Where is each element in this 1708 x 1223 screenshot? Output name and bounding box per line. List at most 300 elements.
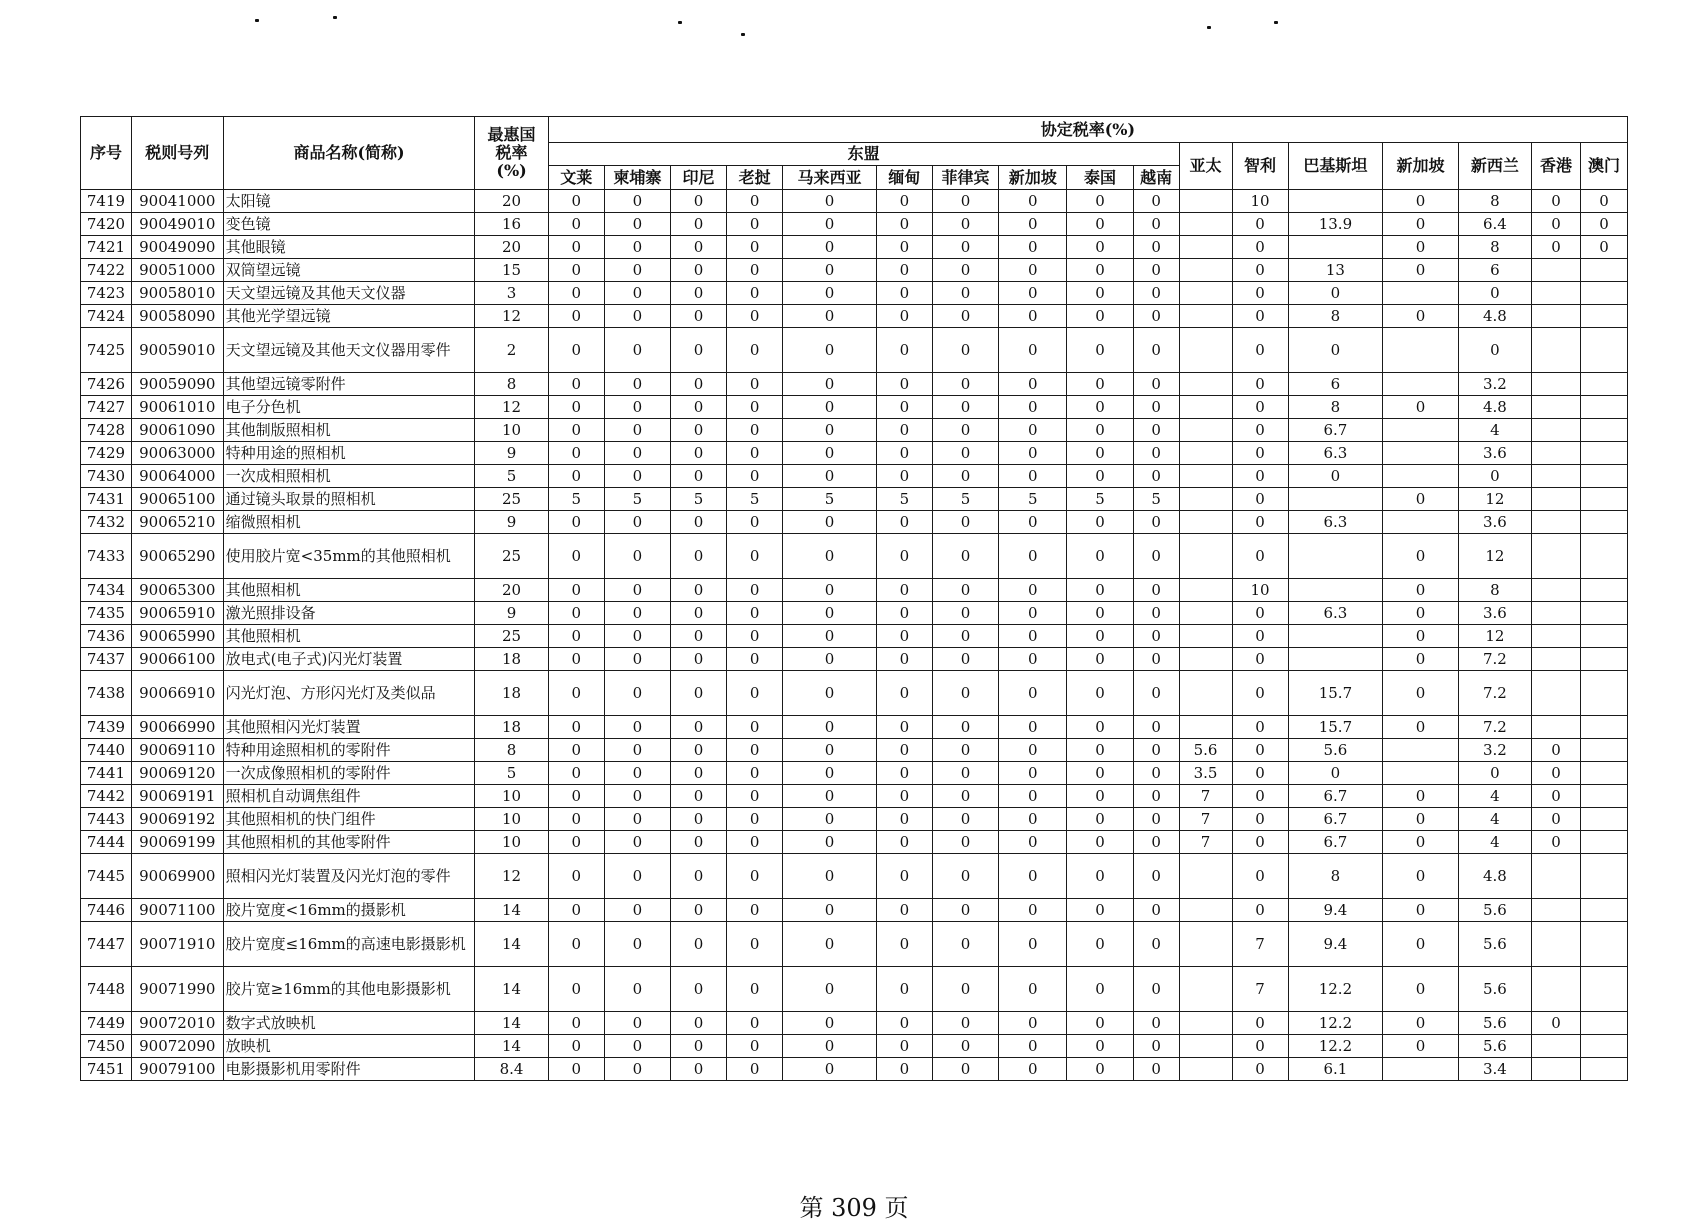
cell-seq: 7443 [81,808,132,831]
cell-rate: 0 [1383,1012,1458,1035]
cell-rate: 0 [548,1058,604,1081]
cell-rate: 0 [671,1012,727,1035]
cell-rate: 0 [1133,419,1179,442]
cell-rate: 5.6 [1458,899,1531,922]
cell-product-name: 电子分色机 [223,396,475,419]
cell-rate: 0 [548,762,604,785]
cell-rate: 5 [727,488,783,511]
cell-rate: 5 [604,488,670,511]
cell-rate: 0 [1458,328,1531,373]
cell-rate: 0 [727,465,783,488]
table-row [81,442,1628,465]
cell-rate: 0 [671,259,727,282]
cell-mfn-rate: 5 [475,762,548,785]
cell-product-name: 胶片宽≥16mm的其他电影摄影机 [223,967,475,1012]
cell-rate: 5.6 [1458,1012,1531,1035]
cell-rate: 0 [876,419,932,442]
cell-mfn-rate: 14 [475,1035,548,1058]
cell-rate [1179,373,1232,396]
cell-rate: 0 [999,625,1067,648]
header-asean-myanmar: 缅甸 [876,166,932,190]
scan-speck [1207,26,1211,29]
cell-seq: 7447 [81,922,132,967]
cell-rate: 0 [1232,511,1288,534]
cell-rate: 0 [604,1058,670,1081]
table-row [81,373,1628,396]
cell-rate: 6.3 [1288,442,1383,465]
cell-rate: 0 [1532,1012,1581,1035]
cell-rate: 0 [932,648,998,671]
cell-rate: 0 [932,739,998,762]
cell-rate: 0 [604,808,670,831]
cell-rate: 0 [1133,785,1179,808]
table-row [81,282,1628,305]
cell-rate: 0 [783,762,877,785]
table-row [81,259,1628,282]
cell-rate: 0 [671,579,727,602]
cell-rate: 0 [932,419,998,442]
cell-product-name: 闪光灯泡、方形闪光灯及类似品 [223,671,475,716]
cell-rate: 5.6 [1288,739,1383,762]
cell-rate: 6.7 [1288,831,1383,854]
cell-rate: 0 [1383,190,1458,213]
header-asean-laos: 老挝 [727,166,783,190]
cell-rate: 0 [783,1035,877,1058]
cell-rate: 0 [548,922,604,967]
cell-seq: 7420 [81,213,132,236]
cell-rate: 0 [604,967,670,1012]
cell-rate: 0 [1288,328,1383,373]
cell-rate: 0 [876,213,932,236]
cell-rate: 0 [727,328,783,373]
cell-rate: 5.6 [1458,967,1531,1012]
cell-rate [1532,259,1581,282]
cell-rate: 0 [876,579,932,602]
cell-rate: 0 [548,739,604,762]
cell-rate: 0 [1383,967,1458,1012]
cell-rate: 0 [1383,579,1458,602]
cell-rate: 0 [1133,465,1179,488]
header-hong-kong: 香港 [1532,143,1581,190]
cell-seq: 7425 [81,328,132,373]
cell-rate: 13 [1288,259,1383,282]
cell-rate: 0 [1133,762,1179,785]
cell-rate: 5 [671,488,727,511]
cell-rate: 0 [548,465,604,488]
cell-rate: 6 [1288,373,1383,396]
cell-rate: 0 [1133,282,1179,305]
cell-rate: 0 [604,511,670,534]
header-asean-singapore: 新加坡 [999,166,1067,190]
cell-rate: 4.8 [1458,305,1531,328]
cell-tariff-code: 90079100 [131,1058,223,1081]
cell-rate: 7 [1179,808,1232,831]
cell-product-name: 天文望远镜及其他天文仪器 [223,282,475,305]
cell-mfn-rate: 15 [475,259,548,282]
cell-mfn-rate: 3 [475,282,548,305]
table-row [81,967,1628,1012]
cell-rate: 15.7 [1288,671,1383,716]
cell-rate [1288,648,1383,671]
cell-rate [1581,899,1628,922]
cell-product-name: 其他光学望远镜 [223,305,475,328]
cell-rate: 5 [548,488,604,511]
cell-rate [1581,922,1628,967]
cell-rate: 0 [671,602,727,625]
cell-rate: 0 [783,808,877,831]
cell-rate: 12.2 [1288,1012,1383,1035]
cell-mfn-rate: 12 [475,854,548,899]
cell-tariff-code: 90061090 [131,419,223,442]
cell-product-name: 其他照相机 [223,579,475,602]
table-row [81,305,1628,328]
cell-rate [1532,671,1581,716]
cell-rate: 0 [999,282,1067,305]
cell-seq: 7428 [81,419,132,442]
cell-seq: 7421 [81,236,132,259]
cell-rate [1179,854,1232,899]
cell-product-name: 其他照相闪光灯装置 [223,716,475,739]
cell-rate: 4 [1458,785,1531,808]
table-row [81,739,1628,762]
cell-rate: 0 [727,739,783,762]
cell-rate [1179,1035,1232,1058]
cell-rate: 0 [604,579,670,602]
cell-rate: 0 [876,259,932,282]
cell-tariff-code: 90069191 [131,785,223,808]
cell-rate [1581,967,1628,1012]
cell-rate: 0 [999,785,1067,808]
cell-rate [1179,190,1232,213]
cell-rate: 0 [1458,282,1531,305]
cell-rate: 0 [727,213,783,236]
cell-rate: 0 [604,922,670,967]
cell-rate [1581,259,1628,282]
cell-rate [1383,419,1458,442]
cell-product-name: 胶片宽度<16mm的摄影机 [223,899,475,922]
cell-rate [1383,1058,1458,1081]
cell-rate: 0 [999,236,1067,259]
cell-rate: 0 [1232,465,1288,488]
cell-mfn-rate: 10 [475,831,548,854]
cell-rate [1532,922,1581,967]
cell-tariff-code: 90065290 [131,534,223,579]
header-singapore: 新加坡 [1383,143,1458,190]
cell-rate: 12 [1458,488,1531,511]
cell-rate: 0 [1067,808,1133,831]
table-row [81,602,1628,625]
cell-rate: 0 [999,1058,1067,1081]
cell-rate [1383,511,1458,534]
header-tariff-code: 税则号列 [131,117,223,190]
cell-seq: 7430 [81,465,132,488]
cell-rate: 3.6 [1458,511,1531,534]
cell-rate: 0 [671,190,727,213]
tariff-table [80,116,1628,1081]
cell-rate: 0 [604,305,670,328]
cell-tariff-code: 90066100 [131,648,223,671]
cell-rate: 0 [932,922,998,967]
cell-rate: 0 [876,190,932,213]
cell-rate: 0 [1067,648,1133,671]
cell-rate: 0 [1133,602,1179,625]
cell-rate [1532,1058,1581,1081]
cell-rate: 0 [1067,1035,1133,1058]
cell-rate: 0 [671,648,727,671]
cell-rate: 0 [1288,282,1383,305]
cell-rate: 0 [727,396,783,419]
cell-rate: 0 [671,967,727,1012]
cell-rate [1179,648,1232,671]
cell-rate: 0 [727,808,783,831]
cell-rate: 0 [1067,716,1133,739]
cell-rate: 0 [1067,785,1133,808]
cell-tariff-code: 90059090 [131,373,223,396]
cell-rate: 0 [1532,739,1581,762]
cell-rate: 0 [876,762,932,785]
cell-mfn-rate: 20 [475,236,548,259]
cell-rate: 0 [1133,190,1179,213]
cell-rate: 0 [1383,716,1458,739]
cell-rate: 0 [876,785,932,808]
cell-rate [1179,213,1232,236]
cell-rate: 0 [1133,967,1179,1012]
cell-rate: 0 [1133,716,1179,739]
cell-rate: 0 [1232,236,1288,259]
cell-rate: 0 [727,762,783,785]
table-row [81,762,1628,785]
cell-rate [1581,465,1628,488]
cell-rate: 0 [1232,648,1288,671]
cell-rate: 0 [604,534,670,579]
table-row [81,488,1628,511]
cell-rate: 0 [1232,671,1288,716]
cell-rate: 0 [604,419,670,442]
cell-rate: 0 [1581,236,1628,259]
header-new-zealand: 新西兰 [1458,143,1531,190]
cell-rate: 0 [932,328,998,373]
cell-rate: 0 [671,511,727,534]
cell-rate: 0 [1133,579,1179,602]
cell-rate: 0 [671,1035,727,1058]
table-row [81,671,1628,716]
cell-rate: 0 [1133,625,1179,648]
table-row [81,465,1628,488]
cell-rate: 0 [548,442,604,465]
cell-rate: 0 [783,854,877,899]
cell-rate: 0 [999,716,1067,739]
cell-rate: 0 [1067,922,1133,967]
cell-product-name: 其他照相机的其他零附件 [223,831,475,854]
cell-rate: 0 [1532,785,1581,808]
cell-rate: 0 [1133,648,1179,671]
cell-tariff-code: 90049010 [131,213,223,236]
cell-rate: 0 [1133,373,1179,396]
cell-rate: 0 [671,465,727,488]
cell-rate: 0 [932,785,998,808]
cell-rate: 0 [783,190,877,213]
cell-rate: 13.9 [1288,213,1383,236]
cell-rate: 0 [1133,739,1179,762]
cell-tariff-code: 90066910 [131,671,223,716]
cell-mfn-rate: 20 [475,579,548,602]
cell-rate: 0 [548,259,604,282]
scan-speck [255,19,259,22]
cell-rate: 0 [604,190,670,213]
cell-rate: 0 [932,854,998,899]
cell-mfn-rate: 14 [475,922,548,967]
cell-rate: 5.6 [1458,1035,1531,1058]
cell-rate: 0 [548,328,604,373]
header-asean-indonesia: 印尼 [671,166,727,190]
cell-product-name: 一次成相照相机 [223,465,475,488]
cell-rate: 0 [932,373,998,396]
cell-rate: 12.2 [1288,1035,1383,1058]
cell-product-name: 双筒望远镜 [223,259,475,282]
cell-seq: 7439 [81,716,132,739]
cell-rate: 0 [604,328,670,373]
cell-seq: 7422 [81,259,132,282]
cell-rate [1532,465,1581,488]
cell-mfn-rate: 16 [475,213,548,236]
cell-rate: 8 [1288,305,1383,328]
cell-seq: 7424 [81,305,132,328]
cell-rate: 0 [999,579,1067,602]
cell-rate: 0 [1232,373,1288,396]
cell-rate: 3.5 [1179,762,1232,785]
cell-product-name: 缩微照相机 [223,511,475,534]
cell-rate: 0 [548,899,604,922]
cell-rate: 0 [727,785,783,808]
cell-rate [1179,1058,1232,1081]
cell-rate: 0 [999,967,1067,1012]
cell-rate: 0 [783,511,877,534]
cell-rate: 0 [999,373,1067,396]
cell-tariff-code: 90058010 [131,282,223,305]
cell-rate [1532,305,1581,328]
cell-rate [1179,488,1232,511]
cell-rate: 0 [999,396,1067,419]
cell-rate: 0 [604,282,670,305]
cell-tariff-code: 90059010 [131,328,223,373]
cell-rate [1581,785,1628,808]
cell-rate [1532,967,1581,1012]
cell-rate: 0 [783,305,877,328]
cell-rate: 0 [1383,671,1458,716]
cell-rate: 0 [999,671,1067,716]
cell-rate: 0 [932,808,998,831]
cell-rate: 0 [999,442,1067,465]
cell-tariff-code: 90065910 [131,602,223,625]
cell-product-name: 天文望远镜及其他天文仪器用零件 [223,328,475,373]
cell-rate: 0 [604,373,670,396]
cell-rate [1179,534,1232,579]
cell-rate: 0 [932,625,998,648]
cell-rate: 4 [1458,831,1531,854]
cell-rate: 0 [1232,213,1288,236]
cell-rate: 0 [671,236,727,259]
cell-mfn-rate: 5 [475,465,548,488]
cell-rate: 0 [783,442,877,465]
header-pakistan: 巴基斯坦 [1288,143,1383,190]
cell-rate: 0 [1133,671,1179,716]
cell-tariff-code: 90066990 [131,716,223,739]
cell-rate [1581,396,1628,419]
cell-rate: 0 [1232,854,1288,899]
cell-rate: 0 [1458,465,1531,488]
cell-rate: 0 [671,419,727,442]
cell-rate: 0 [1067,259,1133,282]
cell-tariff-code: 90072010 [131,1012,223,1035]
cell-rate: 0 [604,236,670,259]
table-row [81,1012,1628,1035]
cell-product-name: 变色镜 [223,213,475,236]
cell-rate [1532,1035,1581,1058]
cell-seq: 7440 [81,739,132,762]
table-row [81,511,1628,534]
cell-tariff-code: 90064000 [131,465,223,488]
cell-rate [1532,396,1581,419]
cell-rate: 0 [876,716,932,739]
cell-product-name: 数字式放映机 [223,1012,475,1035]
cell-rate: 0 [727,1012,783,1035]
cell-mfn-rate: 8 [475,739,548,762]
cell-rate: 0 [727,190,783,213]
header-asean-cambodia: 柬埔寨 [604,166,670,190]
cell-rate: 0 [876,625,932,648]
cell-rate [1383,282,1458,305]
cell-seq: 7431 [81,488,132,511]
cell-rate: 0 [727,442,783,465]
cell-rate [1581,579,1628,602]
cell-rate: 0 [548,648,604,671]
cell-rate: 0 [1232,396,1288,419]
header-agreement-rate: 协定税率(%) [548,117,1627,143]
cell-rate: 0 [1067,328,1133,373]
cell-seq: 7426 [81,373,132,396]
cell-rate: 0 [727,625,783,648]
cell-rate: 5 [783,488,877,511]
cell-rate: 0 [1133,831,1179,854]
header-macau: 澳门 [1581,143,1628,190]
cell-tariff-code: 90061010 [131,396,223,419]
cell-rate: 0 [1232,625,1288,648]
header-asean-thailand: 泰国 [1067,166,1133,190]
cell-rate [1288,625,1383,648]
cell-rate [1532,602,1581,625]
cell-product-name: 一次成像照相机的零附件 [223,762,475,785]
cell-rate: 0 [671,671,727,716]
cell-rate: 0 [876,465,932,488]
cell-mfn-rate: 12 [475,396,548,419]
cell-rate [1581,762,1628,785]
scan-speck [678,21,682,24]
header-asean-brunei: 文莱 [548,166,604,190]
cell-product-name: 胶片宽度≤16mm的高速电影摄影机 [223,922,475,967]
cell-rate: 3.6 [1458,442,1531,465]
cell-rate: 0 [1133,534,1179,579]
cell-rate: 0 [727,373,783,396]
cell-rate: 4 [1458,808,1531,831]
cell-rate: 0 [671,396,727,419]
cell-rate: 0 [548,305,604,328]
cell-mfn-rate: 20 [475,190,548,213]
cell-rate: 0 [1067,282,1133,305]
cell-rate: 6.7 [1288,808,1383,831]
cell-rate: 12 [1458,534,1531,579]
cell-rate: 0 [548,511,604,534]
table-row [81,716,1628,739]
